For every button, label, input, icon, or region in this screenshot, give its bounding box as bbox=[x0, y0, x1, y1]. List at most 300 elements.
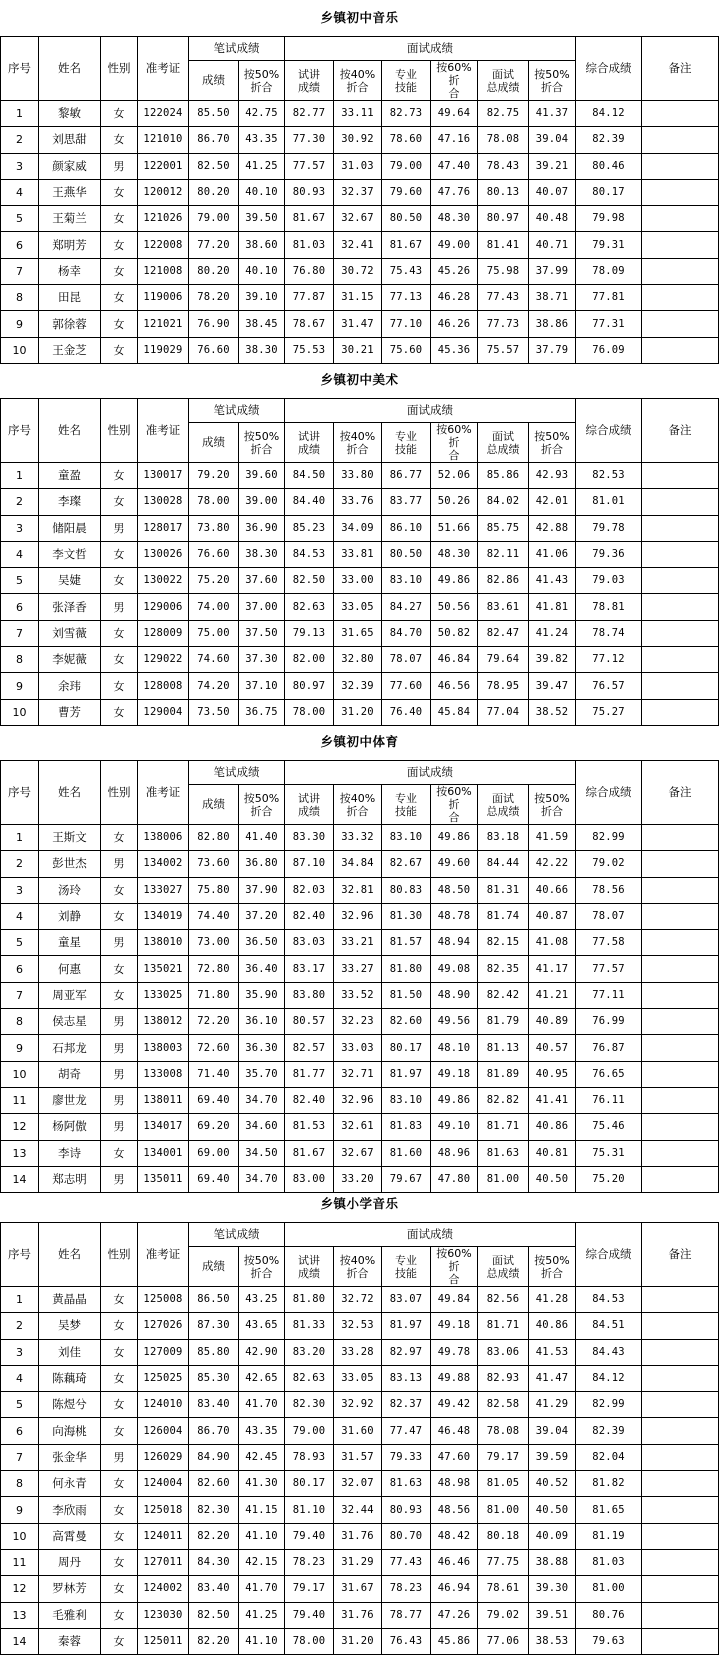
cell-skill: 80.93 bbox=[382, 1497, 431, 1523]
cell-lecture: 80.93 bbox=[285, 179, 334, 205]
table-row bbox=[1, 825, 719, 851]
header-interview-total bbox=[478, 785, 529, 825]
cell-total: 84.43 bbox=[576, 1339, 642, 1365]
cell-written-score: 87.30 bbox=[189, 1313, 239, 1339]
header-gender: 性别 bbox=[101, 399, 138, 463]
cell-interview-total: 78.43 bbox=[478, 153, 529, 179]
cell-lecture-40: 33.76 bbox=[334, 489, 382, 515]
cell-lecture: 77.87 bbox=[285, 285, 334, 311]
cell-gender: 女 bbox=[101, 982, 138, 1008]
cell-lecture-40: 32.39 bbox=[334, 673, 382, 699]
cell-name: 吴梦 bbox=[39, 1313, 101, 1339]
header-line-2: 折合 bbox=[541, 442, 564, 456]
cell-written-score: 69.40 bbox=[189, 1166, 239, 1192]
cell-seq: 6 bbox=[1, 232, 39, 258]
cell-interview-total: 79.17 bbox=[478, 1444, 529, 1470]
table-row bbox=[1, 930, 719, 956]
cell-remark bbox=[642, 877, 719, 903]
cell-interview-50: 40.66 bbox=[529, 877, 576, 903]
cell-lecture-40: 31.57 bbox=[334, 1444, 382, 1470]
cell-seq: 1 bbox=[1, 1287, 39, 1313]
cell-written-score: 75.20 bbox=[189, 568, 239, 594]
cell-seq: 13 bbox=[1, 1140, 39, 1166]
cell-written-score: 82.60 bbox=[189, 1471, 239, 1497]
cell-skill: 81.97 bbox=[382, 1313, 431, 1339]
cell-gender: 女 bbox=[101, 903, 138, 929]
header-line-2: 折合 bbox=[346, 80, 369, 94]
cell-written-50: 42.65 bbox=[239, 1365, 285, 1391]
cell-lecture: 78.93 bbox=[285, 1444, 334, 1470]
cell-lecture-40: 33.81 bbox=[334, 541, 382, 567]
cell-ticket: 127009 bbox=[138, 1339, 189, 1365]
cell-total: 79.78 bbox=[576, 515, 642, 541]
cell-interview-50: 41.43 bbox=[529, 568, 576, 594]
cell-name: 王菊兰 bbox=[39, 206, 101, 232]
cell-seq: 3 bbox=[1, 877, 39, 903]
cell-written-score: 83.40 bbox=[189, 1576, 239, 1602]
cell-seq: 12 bbox=[1, 1576, 39, 1602]
header-line-2: 折合 bbox=[250, 804, 273, 818]
cell-ticket: 124011 bbox=[138, 1523, 189, 1549]
cell-written-50: 37.20 bbox=[239, 903, 285, 929]
cell-written-score: 76.90 bbox=[189, 311, 239, 337]
cell-skill-60: 49.18 bbox=[431, 1061, 478, 1087]
cell-ticket: 133025 bbox=[138, 982, 189, 1008]
cell-ticket: 138006 bbox=[138, 825, 189, 851]
table-row bbox=[1, 1114, 719, 1140]
cell-gender: 女 bbox=[101, 1576, 138, 1602]
cell-written-50: 41.25 bbox=[239, 1602, 285, 1628]
cell-lecture-40: 31.60 bbox=[334, 1418, 382, 1444]
cell-lecture: 79.40 bbox=[285, 1523, 334, 1549]
cell-written-score: 74.20 bbox=[189, 673, 239, 699]
section-title: 乡镇小学音乐 bbox=[320, 1196, 399, 1211]
cell-ticket: 138003 bbox=[138, 1035, 189, 1061]
cell-lecture: 83.20 bbox=[285, 1339, 334, 1365]
table-row bbox=[1, 337, 719, 363]
table-row bbox=[1, 1061, 719, 1087]
cell-skill-60: 49.86 bbox=[431, 568, 478, 594]
header-line-1: 面试 bbox=[492, 67, 514, 81]
cell-skill-60: 47.60 bbox=[431, 1444, 478, 1470]
cell-skill: 80.17 bbox=[382, 1035, 431, 1061]
cell-gender: 女 bbox=[101, 956, 138, 982]
header-line-2: 折合 bbox=[346, 442, 369, 456]
cell-remark bbox=[642, 1602, 719, 1628]
table-row bbox=[1, 1602, 719, 1628]
cell-remark bbox=[642, 127, 719, 153]
cell-seq: 3 bbox=[1, 153, 39, 179]
cell-lecture-40: 32.72 bbox=[334, 1287, 382, 1313]
cell-seq: 14 bbox=[1, 1166, 39, 1192]
cell-lecture-40: 32.07 bbox=[334, 1471, 382, 1497]
cell-remark bbox=[642, 1339, 719, 1365]
table-row bbox=[1, 673, 719, 699]
cell-name: 曹芳 bbox=[39, 699, 101, 725]
cell-gender: 女 bbox=[101, 877, 138, 903]
cell-interview-total: 75.57 bbox=[478, 337, 529, 363]
cell-seq: 11 bbox=[1, 1087, 39, 1113]
cell-gender: 男 bbox=[101, 930, 138, 956]
cell-written-50: 37.50 bbox=[239, 620, 285, 646]
cell-ticket: 127011 bbox=[138, 1549, 189, 1575]
header-line-1: 按60%折 bbox=[436, 423, 472, 449]
header-line-2: 合 bbox=[448, 1273, 460, 1286]
cell-gender: 女 bbox=[101, 127, 138, 153]
cell-gender: 男 bbox=[101, 1009, 138, 1035]
cell-written-score: 76.60 bbox=[189, 337, 239, 363]
cell-written-score: 69.40 bbox=[189, 1087, 239, 1113]
cell-lecture-40: 32.53 bbox=[334, 1313, 382, 1339]
cell-interview-total: 81.79 bbox=[478, 1009, 529, 1035]
cell-written-50: 38.60 bbox=[239, 232, 285, 258]
cell-ticket: 135021 bbox=[138, 956, 189, 982]
cell-name: 陈藕琦 bbox=[39, 1365, 101, 1391]
cell-total: 84.51 bbox=[576, 1313, 642, 1339]
table-row bbox=[1, 1287, 719, 1313]
cell-total: 78.81 bbox=[576, 594, 642, 620]
header-total: 综合成绩 bbox=[576, 761, 642, 825]
cell-total: 80.46 bbox=[576, 153, 642, 179]
cell-written-score: 74.00 bbox=[189, 594, 239, 620]
cell-remark bbox=[642, 1523, 719, 1549]
cell-total: 78.56 bbox=[576, 877, 642, 903]
cell-interview-total: 81.13 bbox=[478, 1035, 529, 1061]
cell-total: 80.76 bbox=[576, 1602, 642, 1628]
cell-total: 82.39 bbox=[576, 1418, 642, 1444]
cell-seq: 7 bbox=[1, 1444, 39, 1470]
cell-ticket: 120012 bbox=[138, 179, 189, 205]
cell-seq: 9 bbox=[1, 1497, 39, 1523]
header-gender: 性别 bbox=[101, 1223, 138, 1287]
table-row bbox=[1, 1339, 719, 1365]
cell-interview-50: 40.09 bbox=[529, 1523, 576, 1549]
cell-skill-60: 45.36 bbox=[431, 337, 478, 363]
cell-interview-total: 82.42 bbox=[478, 982, 529, 1008]
cell-ticket: 125018 bbox=[138, 1497, 189, 1523]
cell-name: 王燕华 bbox=[39, 179, 101, 205]
header-line-2: 折合 bbox=[541, 804, 564, 818]
cell-written-50: 39.00 bbox=[239, 489, 285, 515]
header-line-1: 面试 bbox=[492, 791, 514, 805]
header-line-2: 技能 bbox=[395, 442, 417, 456]
cell-total: 81.19 bbox=[576, 1523, 642, 1549]
cell-lecture: 82.40 bbox=[285, 1087, 334, 1113]
cell-skill: 84.70 bbox=[382, 620, 431, 646]
cell-written-50: 42.15 bbox=[239, 1549, 285, 1575]
header-interview-50 bbox=[529, 785, 576, 825]
header-line-1: 按50% bbox=[243, 429, 280, 443]
table-row bbox=[1, 1471, 719, 1497]
cell-interview-50: 41.06 bbox=[529, 541, 576, 567]
header-written-group: 笔试成绩 bbox=[189, 761, 285, 785]
cell-interview-total: 82.75 bbox=[478, 101, 529, 127]
cell-interview-50: 41.29 bbox=[529, 1392, 576, 1418]
header-name: 姓名 bbox=[39, 761, 101, 825]
header-skill-60 bbox=[431, 423, 478, 463]
header-row bbox=[1, 37, 719, 61]
cell-total: 78.07 bbox=[576, 903, 642, 929]
cell-ticket: 124010 bbox=[138, 1392, 189, 1418]
header-interview-group: 面试成绩 bbox=[285, 761, 576, 785]
cell-lecture-40: 32.37 bbox=[334, 179, 382, 205]
cell-interview-50: 41.47 bbox=[529, 1365, 576, 1391]
cell-lecture-40: 32.67 bbox=[334, 1140, 382, 1166]
cell-written-50: 41.30 bbox=[239, 1471, 285, 1497]
cell-interview-total: 85.86 bbox=[478, 463, 529, 489]
cell-total: 81.00 bbox=[576, 1576, 642, 1602]
header-line-1: 专业 bbox=[395, 791, 417, 805]
cell-interview-total: 78.61 bbox=[478, 1576, 529, 1602]
cell-name: 刘静 bbox=[39, 903, 101, 929]
header-total: 综合成绩 bbox=[576, 399, 642, 463]
cell-skill-60: 46.94 bbox=[431, 1576, 478, 1602]
cell-lecture-40: 33.27 bbox=[334, 956, 382, 982]
cell-total: 75.31 bbox=[576, 1140, 642, 1166]
cell-total: 77.11 bbox=[576, 982, 642, 1008]
cell-lecture: 82.77 bbox=[285, 101, 334, 127]
cell-interview-total: 82.15 bbox=[478, 930, 529, 956]
header-interview-50 bbox=[529, 61, 576, 101]
cell-skill: 80.83 bbox=[382, 877, 431, 903]
cell-interview-50: 41.41 bbox=[529, 1087, 576, 1113]
cell-skill: 86.10 bbox=[382, 515, 431, 541]
cell-interview-50: 41.17 bbox=[529, 956, 576, 982]
cell-name: 余玮 bbox=[39, 673, 101, 699]
header-gender: 性别 bbox=[101, 761, 138, 825]
header-line-2: 总成绩 bbox=[486, 1266, 520, 1280]
header-line-2: 合 bbox=[448, 449, 460, 462]
cell-skill-60: 49.86 bbox=[431, 1087, 478, 1113]
cell-remark bbox=[642, 541, 719, 567]
cell-lecture: 78.23 bbox=[285, 1549, 334, 1575]
cell-seq: 14 bbox=[1, 1628, 39, 1654]
header-line-1: 按60%折 bbox=[436, 61, 472, 87]
cell-written-50: 41.15 bbox=[239, 1497, 285, 1523]
cell-remark bbox=[642, 1087, 719, 1113]
cell-skill: 77.43 bbox=[382, 1549, 431, 1575]
cell-written-50: 37.10 bbox=[239, 673, 285, 699]
cell-name: 刘雪薇 bbox=[39, 620, 101, 646]
cell-total: 79.98 bbox=[576, 206, 642, 232]
header-lecture bbox=[285, 1247, 334, 1287]
cell-interview-total: 77.43 bbox=[478, 285, 529, 311]
cell-remark bbox=[642, 463, 719, 489]
cell-written-50: 40.10 bbox=[239, 258, 285, 284]
cell-ticket: 129004 bbox=[138, 699, 189, 725]
cell-name: 秦蓉 bbox=[39, 1628, 101, 1654]
cell-ticket: 121008 bbox=[138, 258, 189, 284]
cell-interview-50: 38.88 bbox=[529, 1549, 576, 1575]
cell-skill-60: 45.86 bbox=[431, 1628, 478, 1654]
header-line-1: 按50% bbox=[243, 1253, 280, 1267]
cell-gender: 女 bbox=[101, 337, 138, 363]
cell-written-score: 78.00 bbox=[189, 489, 239, 515]
cell-lecture: 81.10 bbox=[285, 1497, 334, 1523]
cell-skill-60: 48.10 bbox=[431, 1035, 478, 1061]
cell-interview-50: 40.87 bbox=[529, 903, 576, 929]
header-skill bbox=[382, 785, 431, 825]
cell-total: 80.17 bbox=[576, 179, 642, 205]
header-interview-group: 面试成绩 bbox=[285, 1223, 576, 1247]
cell-lecture-40: 32.67 bbox=[334, 206, 382, 232]
cell-remark bbox=[642, 1287, 719, 1313]
cell-seq: 5 bbox=[1, 930, 39, 956]
cell-ticket: 133008 bbox=[138, 1061, 189, 1087]
table-row bbox=[1, 232, 719, 258]
cell-remark bbox=[642, 285, 719, 311]
cell-written-50: 36.30 bbox=[239, 1035, 285, 1061]
header-line-1: 按40% bbox=[339, 429, 376, 443]
cell-seq: 4 bbox=[1, 903, 39, 929]
cell-lecture-40: 31.76 bbox=[334, 1602, 382, 1628]
cell-lecture-40: 33.20 bbox=[334, 1166, 382, 1192]
cell-written-score: 73.50 bbox=[189, 699, 239, 725]
cell-lecture: 82.30 bbox=[285, 1392, 334, 1418]
cell-name: 彭世杰 bbox=[39, 851, 101, 877]
cell-written-score: 80.20 bbox=[189, 258, 239, 284]
header-skill-60 bbox=[431, 61, 478, 101]
cell-name: 罗林芳 bbox=[39, 1576, 101, 1602]
table-row bbox=[1, 1035, 719, 1061]
cell-remark bbox=[642, 956, 719, 982]
cell-skill-60: 46.28 bbox=[431, 285, 478, 311]
score-table bbox=[0, 1222, 719, 1655]
cell-interview-50: 41.37 bbox=[529, 101, 576, 127]
cell-interview-50: 41.28 bbox=[529, 1287, 576, 1313]
cell-gender: 女 bbox=[101, 179, 138, 205]
cell-skill: 78.07 bbox=[382, 647, 431, 673]
cell-total: 76.65 bbox=[576, 1061, 642, 1087]
cell-skill-60: 49.88 bbox=[431, 1365, 478, 1391]
cell-skill-60: 48.90 bbox=[431, 982, 478, 1008]
cell-interview-total: 81.71 bbox=[478, 1114, 529, 1140]
header-line-1: 按50% bbox=[534, 791, 570, 805]
cell-seq: 5 bbox=[1, 1392, 39, 1418]
cell-gender: 女 bbox=[101, 825, 138, 851]
table-row bbox=[1, 903, 719, 929]
cell-interview-total: 78.08 bbox=[478, 127, 529, 153]
cell-written-50: 34.60 bbox=[239, 1114, 285, 1140]
cell-gender: 女 bbox=[101, 1392, 138, 1418]
cell-interview-total: 81.00 bbox=[478, 1166, 529, 1192]
header-remark: 备注 bbox=[642, 37, 719, 101]
cell-skill: 81.63 bbox=[382, 1471, 431, 1497]
header-lecture-40 bbox=[334, 61, 382, 101]
cell-name: 周丹 bbox=[39, 1549, 101, 1575]
cell-interview-total: 84.02 bbox=[478, 489, 529, 515]
header-line-1: 按60%折 bbox=[436, 1247, 472, 1273]
cell-interview-50: 38.53 bbox=[529, 1628, 576, 1654]
cell-interview-total: 81.74 bbox=[478, 903, 529, 929]
cell-name: 刘佳 bbox=[39, 1339, 101, 1365]
table-row bbox=[1, 699, 719, 725]
cell-gender: 男 bbox=[101, 1444, 138, 1470]
cell-name: 李妮薇 bbox=[39, 647, 101, 673]
cell-remark bbox=[642, 1114, 719, 1140]
cell-remark bbox=[642, 620, 719, 646]
cell-interview-50: 38.52 bbox=[529, 699, 576, 725]
cell-remark bbox=[642, 258, 719, 284]
table-row bbox=[1, 1549, 719, 1575]
table-row bbox=[1, 851, 719, 877]
cell-lecture: 78.00 bbox=[285, 1628, 334, 1654]
table-row bbox=[1, 982, 719, 1008]
cell-lecture-40: 31.76 bbox=[334, 1523, 382, 1549]
cell-seq: 8 bbox=[1, 1471, 39, 1497]
cell-interview-50: 40.95 bbox=[529, 1061, 576, 1087]
cell-remark bbox=[642, 206, 719, 232]
cell-gender: 女 bbox=[101, 1549, 138, 1575]
cell-lecture-40: 33.00 bbox=[334, 568, 382, 594]
header-interview-total bbox=[478, 423, 529, 463]
cell-gender: 女 bbox=[101, 699, 138, 725]
cell-skill: 83.77 bbox=[382, 489, 431, 515]
section-title: 乡镇初中美术 bbox=[320, 372, 399, 387]
cell-skill-60: 50.82 bbox=[431, 620, 478, 646]
cell-skill: 80.50 bbox=[382, 206, 431, 232]
table-row bbox=[1, 647, 719, 673]
header-line-1: 按50% bbox=[534, 429, 570, 443]
cell-lecture-40: 33.11 bbox=[334, 101, 382, 127]
cell-written-score: 82.20 bbox=[189, 1628, 239, 1654]
table-row bbox=[1, 489, 719, 515]
cell-skill: 75.43 bbox=[382, 258, 431, 284]
header-lecture-40 bbox=[334, 1247, 382, 1287]
cell-interview-total: 80.97 bbox=[478, 206, 529, 232]
cell-lecture: 76.80 bbox=[285, 258, 334, 284]
header-line-2: 合 bbox=[448, 811, 460, 824]
cell-lecture: 82.57 bbox=[285, 1035, 334, 1061]
cell-lecture-40: 31.20 bbox=[334, 1628, 382, 1654]
cell-seq: 9 bbox=[1, 1035, 39, 1061]
cell-interview-50: 37.79 bbox=[529, 337, 576, 363]
cell-lecture-40: 32.96 bbox=[334, 1087, 382, 1113]
cell-ticket: 138012 bbox=[138, 1009, 189, 1035]
cell-gender: 女 bbox=[101, 1339, 138, 1365]
table-row bbox=[1, 1392, 719, 1418]
header-line-2: 折合 bbox=[250, 442, 273, 456]
cell-interview-50: 40.57 bbox=[529, 1035, 576, 1061]
cell-name: 陈煜兮 bbox=[39, 1392, 101, 1418]
table-row bbox=[1, 568, 719, 594]
table-row bbox=[1, 1009, 719, 1035]
header-skill-60 bbox=[431, 1247, 478, 1287]
header-skill bbox=[382, 1247, 431, 1287]
cell-remark bbox=[642, 594, 719, 620]
cell-skill-60: 47.16 bbox=[431, 127, 478, 153]
cell-written-score: 82.80 bbox=[189, 825, 239, 851]
cell-written-50: 41.10 bbox=[239, 1628, 285, 1654]
cell-interview-total: 82.47 bbox=[478, 620, 529, 646]
cell-skill-60: 49.56 bbox=[431, 1009, 478, 1035]
cell-ticket: 134019 bbox=[138, 903, 189, 929]
cell-lecture-40: 33.28 bbox=[334, 1339, 382, 1365]
cell-skill-60: 50.56 bbox=[431, 594, 478, 620]
cell-written-score: 77.20 bbox=[189, 232, 239, 258]
cell-name: 杨阿傲 bbox=[39, 1114, 101, 1140]
cell-name: 张金华 bbox=[39, 1444, 101, 1470]
cell-name: 廖世龙 bbox=[39, 1087, 101, 1113]
header-ticket: 准考证 bbox=[138, 37, 189, 101]
cell-skill: 82.73 bbox=[382, 101, 431, 127]
score-table bbox=[0, 36, 719, 364]
cell-seq: 2 bbox=[1, 127, 39, 153]
header-written-score: 成绩 bbox=[189, 423, 239, 463]
cell-name: 向海桃 bbox=[39, 1418, 101, 1444]
cell-lecture: 82.00 bbox=[285, 647, 334, 673]
cell-lecture-40: 32.61 bbox=[334, 1114, 382, 1140]
